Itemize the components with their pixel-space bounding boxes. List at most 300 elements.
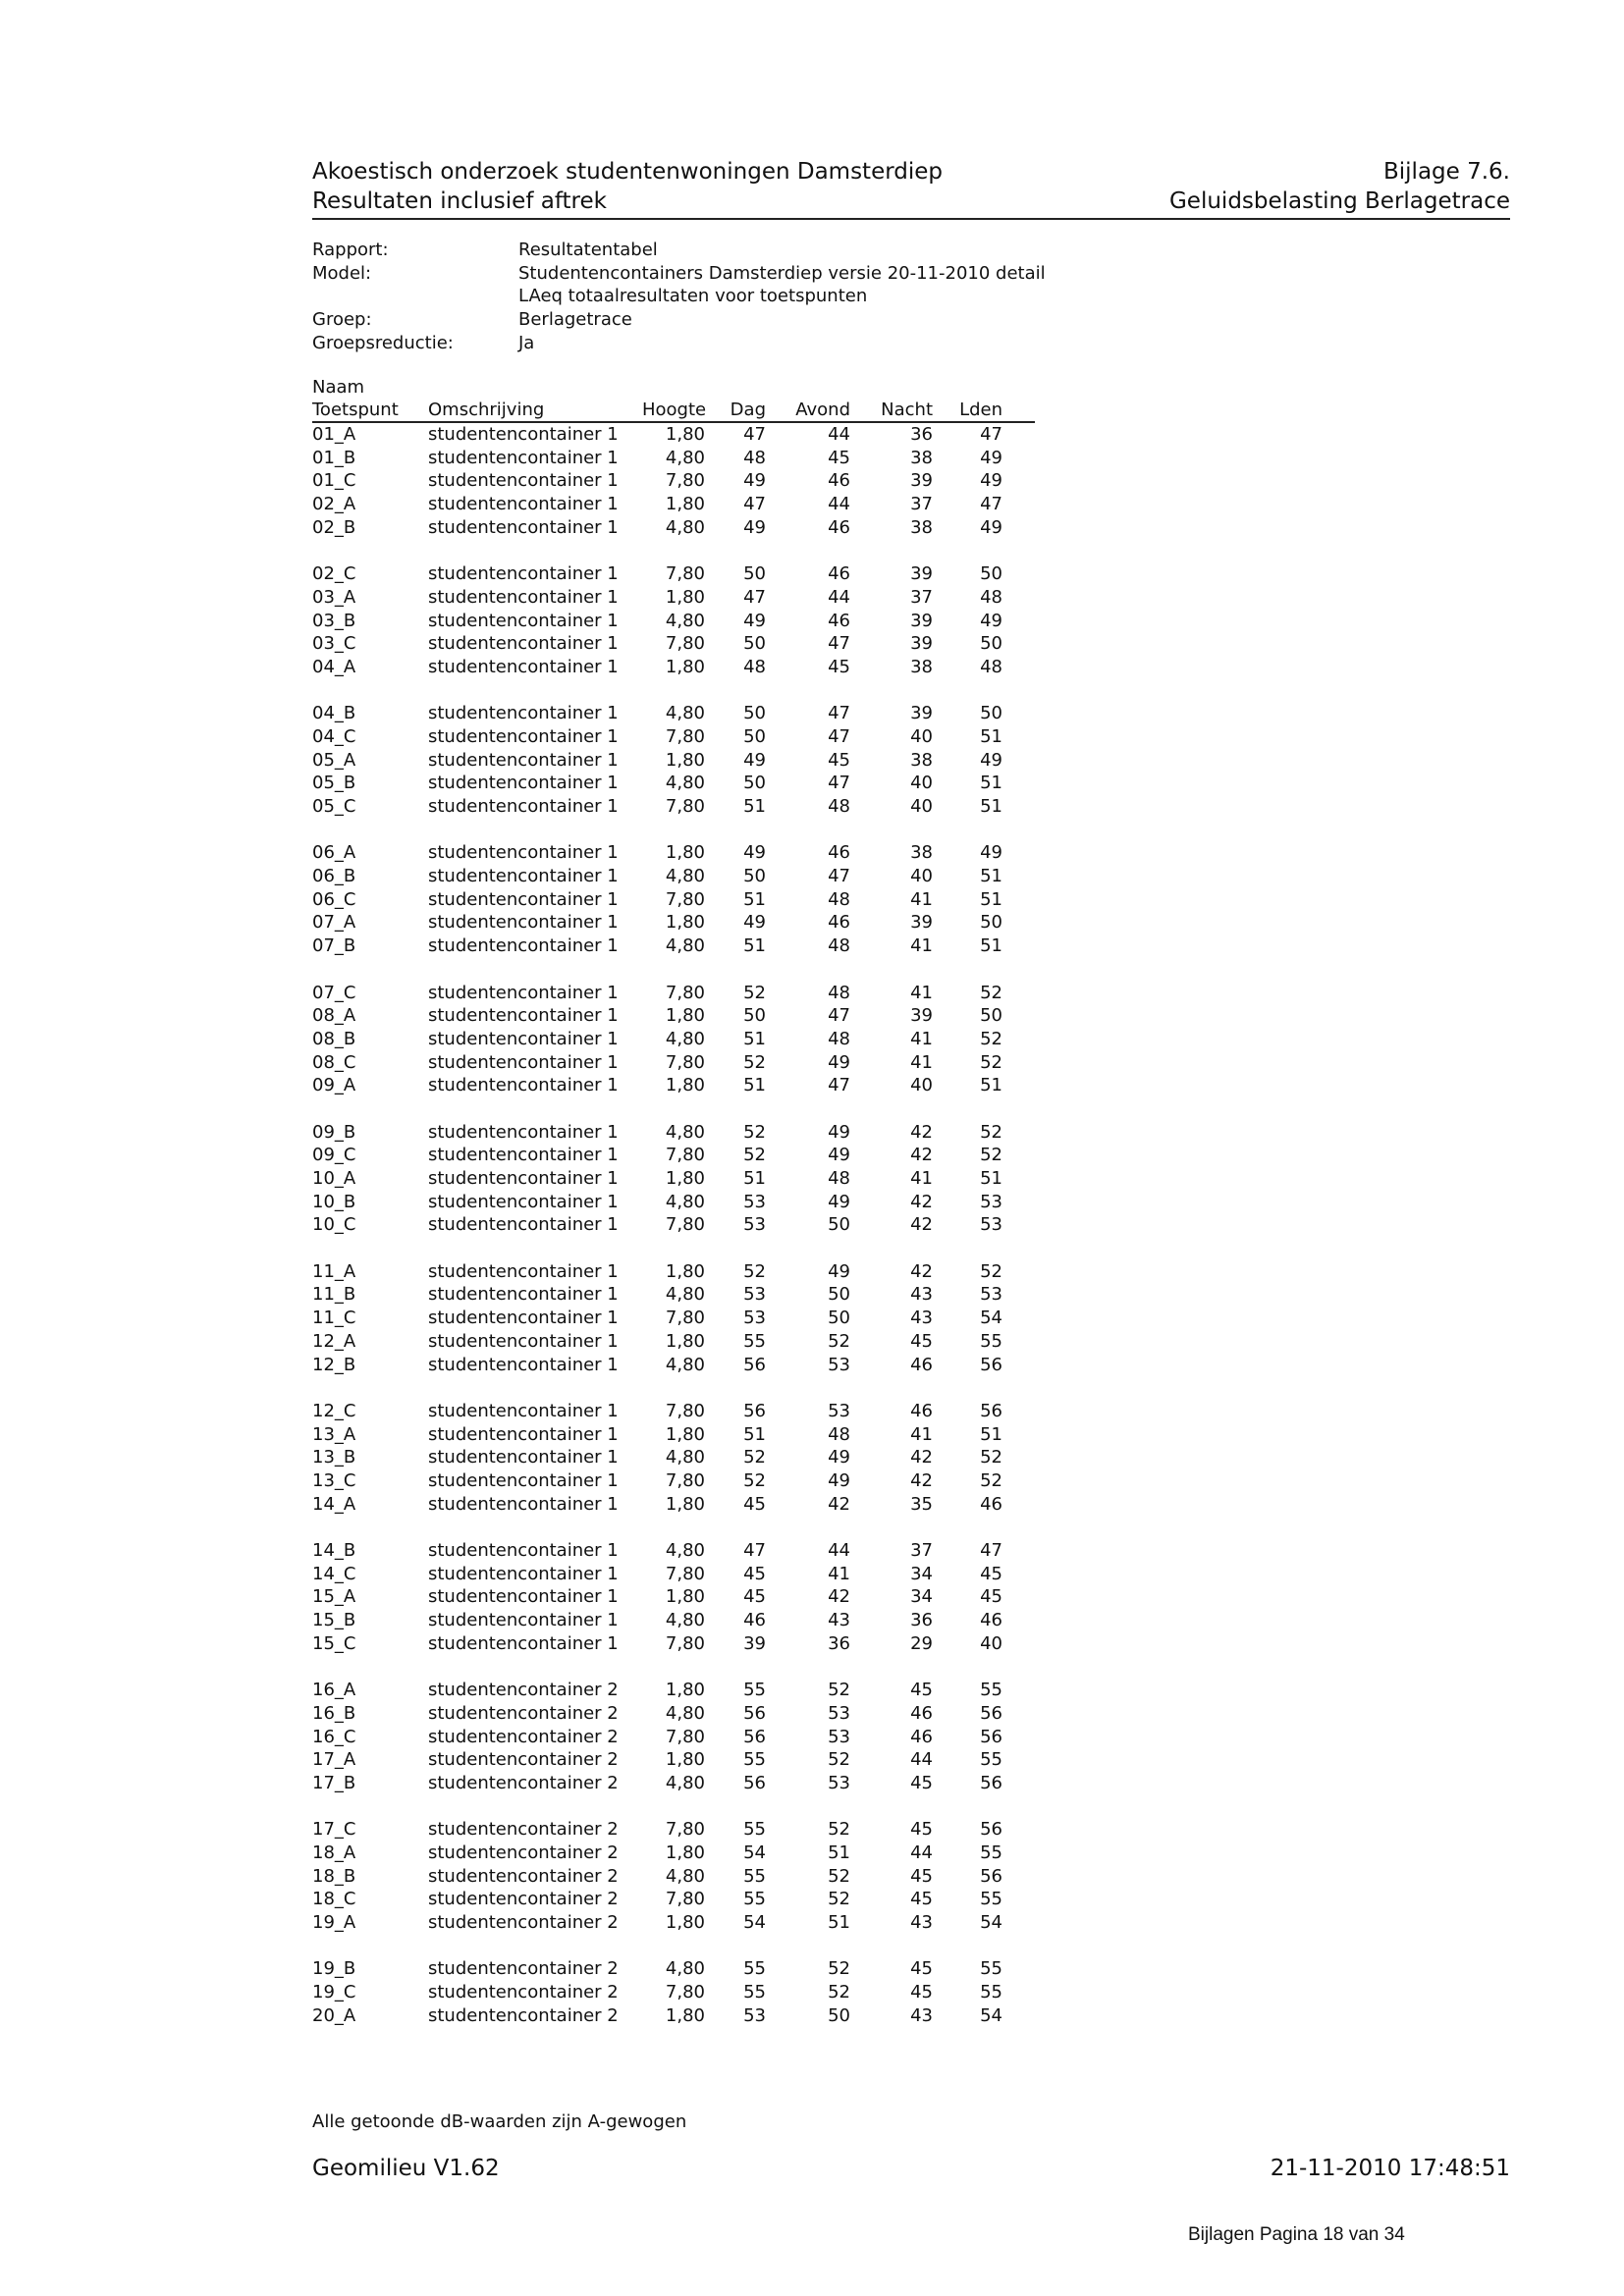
cell-toetspunt: 15_A <box>312 1586 356 1608</box>
cell-hoogte: 1,80 <box>665 1912 705 1933</box>
table-row <box>312 1167 1035 1191</box>
cell-hoogte: 4,80 <box>665 1284 705 1306</box>
cell-avond: 50 <box>828 2004 850 2026</box>
cell-toetspunt: 05_A <box>312 749 356 771</box>
table-row <box>312 725 1035 749</box>
cell-dag: 48 <box>743 656 766 677</box>
cell-lden: 45 <box>980 1563 1002 1584</box>
table-row <box>312 469 1035 493</box>
cell-avond: 46 <box>828 842 850 864</box>
cell-toetspunt: 13_B <box>312 1447 356 1468</box>
cell-nacht: 40 <box>910 796 933 817</box>
table-row <box>312 1051 1035 1075</box>
cell-nacht: 42 <box>910 1447 933 1468</box>
table-row <box>312 982 1035 1005</box>
cell-hoogte: 4,80 <box>665 1028 705 1049</box>
cell-hoogte: 7,80 <box>665 1982 705 2003</box>
cell-nacht: 39 <box>910 633 933 655</box>
cell-omschrijving: studentencontainer 1 <box>428 1540 619 1561</box>
cell-omschrijving: studentencontainer 1 <box>428 1400 619 1421</box>
cell-lden: 55 <box>980 1982 1002 2003</box>
cell-avond: 53 <box>828 1400 850 1421</box>
cell-dag: 54 <box>743 1842 766 1863</box>
cell-dag: 51 <box>743 935 766 957</box>
row-group <box>312 1260 1035 1376</box>
cell-dag: 55 <box>743 1865 766 1887</box>
document-header <box>312 157 1510 220</box>
col-header-toetspunt: Toetspunt <box>312 400 399 420</box>
cell-toetspunt: 03_B <box>312 610 356 631</box>
cell-nacht: 41 <box>910 1423 933 1445</box>
table-row <box>312 1888 1035 1911</box>
cell-toetspunt: 02_B <box>312 516 356 538</box>
cell-lden: 56 <box>980 1354 1002 1375</box>
table-row <box>312 1004 1035 1028</box>
cell-avond: 48 <box>828 796 850 817</box>
cell-nacht: 45 <box>910 1865 933 1887</box>
document-subtitle: Resultaten inclusief aftrek <box>312 188 607 214</box>
cell-dag: 56 <box>743 1726 766 1747</box>
cell-dag: 49 <box>743 610 766 631</box>
table-row <box>312 888 1035 912</box>
cell-lden: 49 <box>980 470 1002 492</box>
table-row <box>312 1400 1035 1423</box>
meta-value: Resultatentabel <box>518 240 658 260</box>
cell-dag: 49 <box>743 842 766 864</box>
meta-row <box>312 262 1046 286</box>
cell-toetspunt: 18_A <box>312 1842 356 1863</box>
cell-toetspunt: 04_C <box>312 725 356 747</box>
cell-toetspunt: 03_C <box>312 633 356 655</box>
cell-omschrijving: studentencontainer 1 <box>428 1051 619 1073</box>
cell-lden: 52 <box>980 1260 1002 1282</box>
cell-avond: 48 <box>828 982 850 1003</box>
cell-nacht: 37 <box>910 494 933 515</box>
cell-avond: 46 <box>828 470 850 492</box>
cell-nacht: 40 <box>910 1075 933 1096</box>
cell-dag: 51 <box>743 1423 766 1445</box>
cell-hoogte: 7,80 <box>665 1308 705 1329</box>
cell-hoogte: 4,80 <box>665 1610 705 1631</box>
table-row <box>312 1307 1035 1330</box>
cell-nacht: 38 <box>910 656 933 677</box>
cell-dag: 51 <box>743 888 766 910</box>
cell-avond: 53 <box>828 1702 850 1724</box>
table-row <box>312 1213 1035 1237</box>
cell-dag: 55 <box>743 1680 766 1701</box>
cell-hoogte: 4,80 <box>665 610 705 631</box>
cell-avond: 53 <box>828 1772 850 1793</box>
cell-toetspunt: 05_B <box>312 773 356 794</box>
cell-omschrijving: studentencontainer 1 <box>428 470 619 492</box>
cell-omschrijving: studentencontainer 1 <box>428 1005 619 1027</box>
cell-omschrijving: studentencontainer 2 <box>428 1772 619 1793</box>
table-row <box>312 1842 1035 1865</box>
cell-nacht: 45 <box>910 1772 933 1793</box>
cell-lden: 51 <box>980 1075 1002 1096</box>
cell-nacht: 43 <box>910 1284 933 1306</box>
cell-nacht: 38 <box>910 749 933 771</box>
meta-row <box>312 308 1046 332</box>
table-row <box>312 1539 1035 1563</box>
cell-nacht: 29 <box>910 1632 933 1654</box>
cell-omschrijving: studentencontainer 1 <box>428 1075 619 1096</box>
cell-toetspunt: 02_C <box>312 563 356 585</box>
cell-nacht: 39 <box>910 563 933 585</box>
cell-toetspunt: 06_A <box>312 842 356 864</box>
cell-toetspunt: 14_C <box>312 1563 356 1584</box>
cell-lden: 47 <box>980 494 1002 515</box>
cell-omschrijving: studentencontainer 1 <box>428 1447 619 1468</box>
cell-omschrijving: studentencontainer 2 <box>428 1912 619 1933</box>
cell-dag: 51 <box>743 1075 766 1096</box>
cell-dag: 53 <box>743 1191 766 1212</box>
cell-omschrijving: studentencontainer 1 <box>428 888 619 910</box>
cell-omschrijving: studentencontainer 1 <box>428 1354 619 1375</box>
cell-lden: 56 <box>980 1400 1002 1421</box>
cell-nacht: 42 <box>910 1121 933 1143</box>
col-header-nacht: Nacht <box>881 400 933 420</box>
cell-toetspunt: 03_A <box>312 586 356 608</box>
cell-hoogte: 4,80 <box>665 703 705 724</box>
print-datetime: 21-11-2010 17:48:51 <box>1270 2156 1510 2181</box>
cell-hoogte: 1,80 <box>665 912 705 934</box>
cell-avond: 44 <box>828 424 850 445</box>
cell-toetspunt: 11_B <box>312 1284 356 1306</box>
table-row <box>312 702 1035 725</box>
cell-toetspunt: 07_C <box>312 982 356 1003</box>
cell-dag: 50 <box>743 773 766 794</box>
cell-avond: 49 <box>828 1447 850 1468</box>
cell-lden: 55 <box>980 1958 1002 1980</box>
cell-hoogte: 4,80 <box>665 866 705 887</box>
cell-omschrijving: studentencontainer 1 <box>428 633 619 655</box>
col-header-omschrijving: Omschrijving <box>428 400 545 420</box>
cell-dag: 49 <box>743 749 766 771</box>
cell-avond: 44 <box>828 586 850 608</box>
cell-nacht: 39 <box>910 1005 933 1027</box>
cell-lden: 52 <box>980 1051 1002 1073</box>
cell-lden: 51 <box>980 773 1002 794</box>
cell-lden: 53 <box>980 1284 1002 1306</box>
meta-key: Groepsreductie: <box>312 332 454 353</box>
cell-dag: 55 <box>743 1330 766 1352</box>
table-header <box>312 376 1035 423</box>
cell-omschrijving: studentencontainer 1 <box>428 1028 619 1049</box>
cell-dag: 49 <box>743 912 766 934</box>
cell-hoogte: 1,80 <box>665 1168 705 1189</box>
table-row <box>312 795 1035 819</box>
cell-avond: 49 <box>828 1145 850 1166</box>
table-row <box>312 1772 1035 1795</box>
cell-lden: 52 <box>980 982 1002 1003</box>
cell-nacht: 46 <box>910 1400 933 1421</box>
cell-avond: 42 <box>828 1586 850 1608</box>
cell-toetspunt: 10_B <box>312 1191 356 1212</box>
cell-hoogte: 4,80 <box>665 773 705 794</box>
table-row <box>312 1028 1035 1051</box>
cell-nacht: 39 <box>910 470 933 492</box>
cell-lden: 54 <box>980 2004 1002 2026</box>
meta-key: Rapport: <box>312 240 389 260</box>
cell-omschrijving: studentencontainer 1 <box>428 586 619 608</box>
table-row <box>312 911 1035 934</box>
cell-dag: 39 <box>743 1632 766 1654</box>
cell-lden: 46 <box>980 1610 1002 1631</box>
cell-omschrijving: studentencontainer 1 <box>428 866 619 887</box>
table-row <box>312 1354 1035 1377</box>
table-row <box>312 772 1035 795</box>
cell-toetspunt: 14_B <box>312 1540 356 1561</box>
cell-nacht: 45 <box>910 1889 933 1910</box>
cell-omschrijving: studentencontainer 1 <box>428 1284 619 1306</box>
cell-nacht: 39 <box>910 912 933 934</box>
cell-omschrijving: studentencontainer 1 <box>428 1191 619 1212</box>
cell-omschrijving: studentencontainer 2 <box>428 1819 619 1841</box>
cell-omschrijving: studentencontainer 2 <box>428 1726 619 1747</box>
cell-omschrijving: studentencontainer 1 <box>428 1563 619 1584</box>
cell-avond: 48 <box>828 1028 850 1049</box>
cell-lden: 54 <box>980 1912 1002 1933</box>
cell-omschrijving: studentencontainer 2 <box>428 1958 619 1980</box>
table-row <box>312 632 1035 656</box>
table-row <box>312 1632 1035 1656</box>
cell-lden: 55 <box>980 1749 1002 1771</box>
cell-avond: 45 <box>828 447 850 468</box>
cell-hoogte: 4,80 <box>665 1702 705 1724</box>
cell-dag: 52 <box>743 1145 766 1166</box>
cell-nacht: 36 <box>910 1610 933 1631</box>
table-row <box>312 610 1035 633</box>
cell-nacht: 46 <box>910 1726 933 1747</box>
cell-nacht: 40 <box>910 866 933 887</box>
cell-dag: 45 <box>743 1586 766 1608</box>
cell-dag: 51 <box>743 1028 766 1049</box>
cell-avond: 45 <box>828 749 850 771</box>
cell-avond: 47 <box>828 1075 850 1096</box>
cell-hoogte: 7,80 <box>665 888 705 910</box>
cell-lden: 51 <box>980 1423 1002 1445</box>
appendix-subject: Geluidsbelasting Berlagetrace <box>1168 188 1510 214</box>
cell-toetspunt: 09_A <box>312 1075 356 1096</box>
col-header-dag: Dag <box>730 400 766 420</box>
cell-lden: 56 <box>980 1865 1002 1887</box>
cell-dag: 45 <box>743 1563 766 1584</box>
cell-hoogte: 1,80 <box>665 1842 705 1863</box>
cell-toetspunt: 04_A <box>312 656 356 677</box>
cell-lden: 55 <box>980 1842 1002 1863</box>
cell-dag: 55 <box>743 1982 766 2003</box>
cell-hoogte: 4,80 <box>665 1121 705 1143</box>
cell-toetspunt: 01_A <box>312 424 356 445</box>
cell-toetspunt: 19_B <box>312 1958 356 1980</box>
cell-hoogte: 1,80 <box>665 1749 705 1771</box>
meta-key <box>312 285 518 308</box>
cell-avond: 42 <box>828 1493 850 1515</box>
row-group <box>312 702 1035 818</box>
row-group <box>312 841 1035 957</box>
row-group <box>312 1957 1035 2027</box>
cell-toetspunt: 04_B <box>312 703 356 724</box>
cell-toetspunt: 06_C <box>312 888 356 910</box>
cell-omschrijving: studentencontainer 1 <box>428 494 619 515</box>
cell-hoogte: 4,80 <box>665 447 705 468</box>
cell-lden: 55 <box>980 1330 1002 1352</box>
table-row <box>312 1469 1035 1493</box>
cell-avond: 50 <box>828 1284 850 1306</box>
cell-omschrijving: studentencontainer 1 <box>428 447 619 468</box>
cell-nacht: 41 <box>910 935 933 957</box>
cell-omschrijving: studentencontainer 1 <box>428 749 619 771</box>
cell-avond: 47 <box>828 703 850 724</box>
cell-omschrijving: studentencontainer 1 <box>428 1260 619 1282</box>
cell-hoogte: 1,80 <box>665 1005 705 1027</box>
table-row <box>312 493 1035 516</box>
table-row <box>312 1748 1035 1772</box>
cell-hoogte: 4,80 <box>665 1772 705 1793</box>
table-row <box>312 1446 1035 1469</box>
cell-omschrijving: studentencontainer 1 <box>428 1586 619 1608</box>
cell-lden: 56 <box>980 1772 1002 1793</box>
cell-omschrijving: studentencontainer 1 <box>428 1632 619 1654</box>
cell-avond: 47 <box>828 1005 850 1027</box>
cell-nacht: 42 <box>910 1214 933 1236</box>
cell-nacht: 41 <box>910 1028 933 1049</box>
cell-hoogte: 1,80 <box>665 586 705 608</box>
table-row <box>312 1726 1035 1749</box>
cell-avond: 53 <box>828 1726 850 1747</box>
cell-hoogte: 1,80 <box>665 1423 705 1445</box>
cell-dag: 48 <box>743 447 766 468</box>
cell-dag: 50 <box>743 563 766 585</box>
report-metadata <box>312 239 1046 354</box>
cell-nacht: 40 <box>910 725 933 747</box>
cell-toetspunt: 18_C <box>312 1889 356 1910</box>
cell-omschrijving: studentencontainer 1 <box>428 773 619 794</box>
cell-omschrijving: studentencontainer 1 <box>428 1330 619 1352</box>
cell-omschrijving: studentencontainer 1 <box>428 1214 619 1236</box>
cell-dag: 51 <box>743 1168 766 1189</box>
software-version: Geomilieu V1.62 <box>312 2156 500 2181</box>
cell-lden: 52 <box>980 1469 1002 1491</box>
cell-toetspunt: 08_A <box>312 1005 356 1027</box>
cell-lden: 49 <box>980 842 1002 864</box>
cell-avond: 53 <box>828 1354 850 1375</box>
cell-omschrijving: studentencontainer 1 <box>428 1308 619 1329</box>
cell-hoogte: 1,80 <box>665 1680 705 1701</box>
cell-hoogte: 1,80 <box>665 2004 705 2026</box>
cell-toetspunt: 11_A <box>312 1260 356 1282</box>
table-row <box>312 1911 1035 1935</box>
cell-nacht: 43 <box>910 1308 933 1329</box>
cell-avond: 46 <box>828 610 850 631</box>
cell-avond: 41 <box>828 1563 850 1584</box>
cell-hoogte: 1,80 <box>665 424 705 445</box>
cell-dag: 51 <box>743 796 766 817</box>
cell-toetspunt: 17_B <box>312 1772 356 1793</box>
cell-hoogte: 4,80 <box>665 1447 705 1468</box>
cell-toetspunt: 19_C <box>312 1982 356 2003</box>
cell-toetspunt: 02_A <box>312 494 356 515</box>
cell-dag: 50 <box>743 703 766 724</box>
cell-avond: 43 <box>828 1610 850 1631</box>
cell-hoogte: 7,80 <box>665 1214 705 1236</box>
cell-hoogte: 7,80 <box>665 1400 705 1421</box>
cell-omschrijving: studentencontainer 1 <box>428 935 619 957</box>
cell-omschrijving: studentencontainer 1 <box>428 703 619 724</box>
table-row <box>312 749 1035 773</box>
cell-avond: 52 <box>828 1680 850 1701</box>
cell-dag: 45 <box>743 1493 766 1515</box>
cell-hoogte: 7,80 <box>665 1051 705 1073</box>
cell-omschrijving: studentencontainer 2 <box>428 1865 619 1887</box>
cell-avond: 36 <box>828 1632 850 1654</box>
cell-dag: 47 <box>743 494 766 515</box>
cell-lden: 52 <box>980 1028 1002 1049</box>
table-row <box>312 1260 1035 1284</box>
cell-toetspunt: 16_C <box>312 1726 356 1747</box>
cell-lden: 52 <box>980 1145 1002 1166</box>
table-row <box>312 1144 1035 1167</box>
cell-avond: 49 <box>828 1121 850 1143</box>
cell-avond: 50 <box>828 1214 850 1236</box>
cell-hoogte: 1,80 <box>665 842 705 864</box>
table-row <box>312 656 1035 679</box>
meta-row <box>312 332 1046 355</box>
cell-nacht: 44 <box>910 1749 933 1771</box>
meta-value: LAeq totaalresultaten voor toetspunten <box>518 286 868 307</box>
row-group <box>312 423 1035 539</box>
cell-toetspunt: 16_B <box>312 1702 356 1724</box>
cell-avond: 52 <box>828 1958 850 1980</box>
cell-dag: 55 <box>743 1749 766 1771</box>
cell-lden: 50 <box>980 703 1002 724</box>
cell-toetspunt: 13_A <box>312 1423 356 1445</box>
cell-nacht: 45 <box>910 1330 933 1352</box>
cell-omschrijving: studentencontainer 1 <box>428 1423 619 1445</box>
cell-nacht: 37 <box>910 1540 933 1561</box>
cell-toetspunt: 12_C <box>312 1400 356 1421</box>
cell-dag: 52 <box>743 1121 766 1143</box>
cell-lden: 56 <box>980 1702 1002 1724</box>
cell-omschrijving: studentencontainer 1 <box>428 563 619 585</box>
cell-nacht: 42 <box>910 1191 933 1212</box>
cell-dag: 52 <box>743 1260 766 1282</box>
cell-dag: 54 <box>743 1912 766 1933</box>
cell-nacht: 41 <box>910 982 933 1003</box>
meta-value: Berlagetrace <box>518 309 632 331</box>
cell-hoogte: 1,80 <box>665 494 705 515</box>
cell-toetspunt: 08_B <box>312 1028 356 1049</box>
cell-dag: 50 <box>743 1005 766 1027</box>
cell-hoogte: 7,80 <box>665 725 705 747</box>
cell-dag: 56 <box>743 1400 766 1421</box>
cell-dag: 49 <box>743 470 766 492</box>
cell-toetspunt: 01_C <box>312 470 356 492</box>
cell-nacht: 41 <box>910 1168 933 1189</box>
table-row <box>312 516 1035 540</box>
cell-nacht: 36 <box>910 424 933 445</box>
cell-avond: 52 <box>828 1865 850 1887</box>
meta-key: Model: <box>312 262 372 284</box>
cell-lden: 49 <box>980 516 1002 538</box>
table-row <box>312 562 1035 586</box>
cell-omschrijving: studentencontainer 2 <box>428 1749 619 1771</box>
cell-nacht: 42 <box>910 1469 933 1491</box>
cell-hoogte: 7,80 <box>665 470 705 492</box>
cell-omschrijving: studentencontainer 2 <box>428 1842 619 1863</box>
cell-hoogte: 7,80 <box>665 982 705 1003</box>
